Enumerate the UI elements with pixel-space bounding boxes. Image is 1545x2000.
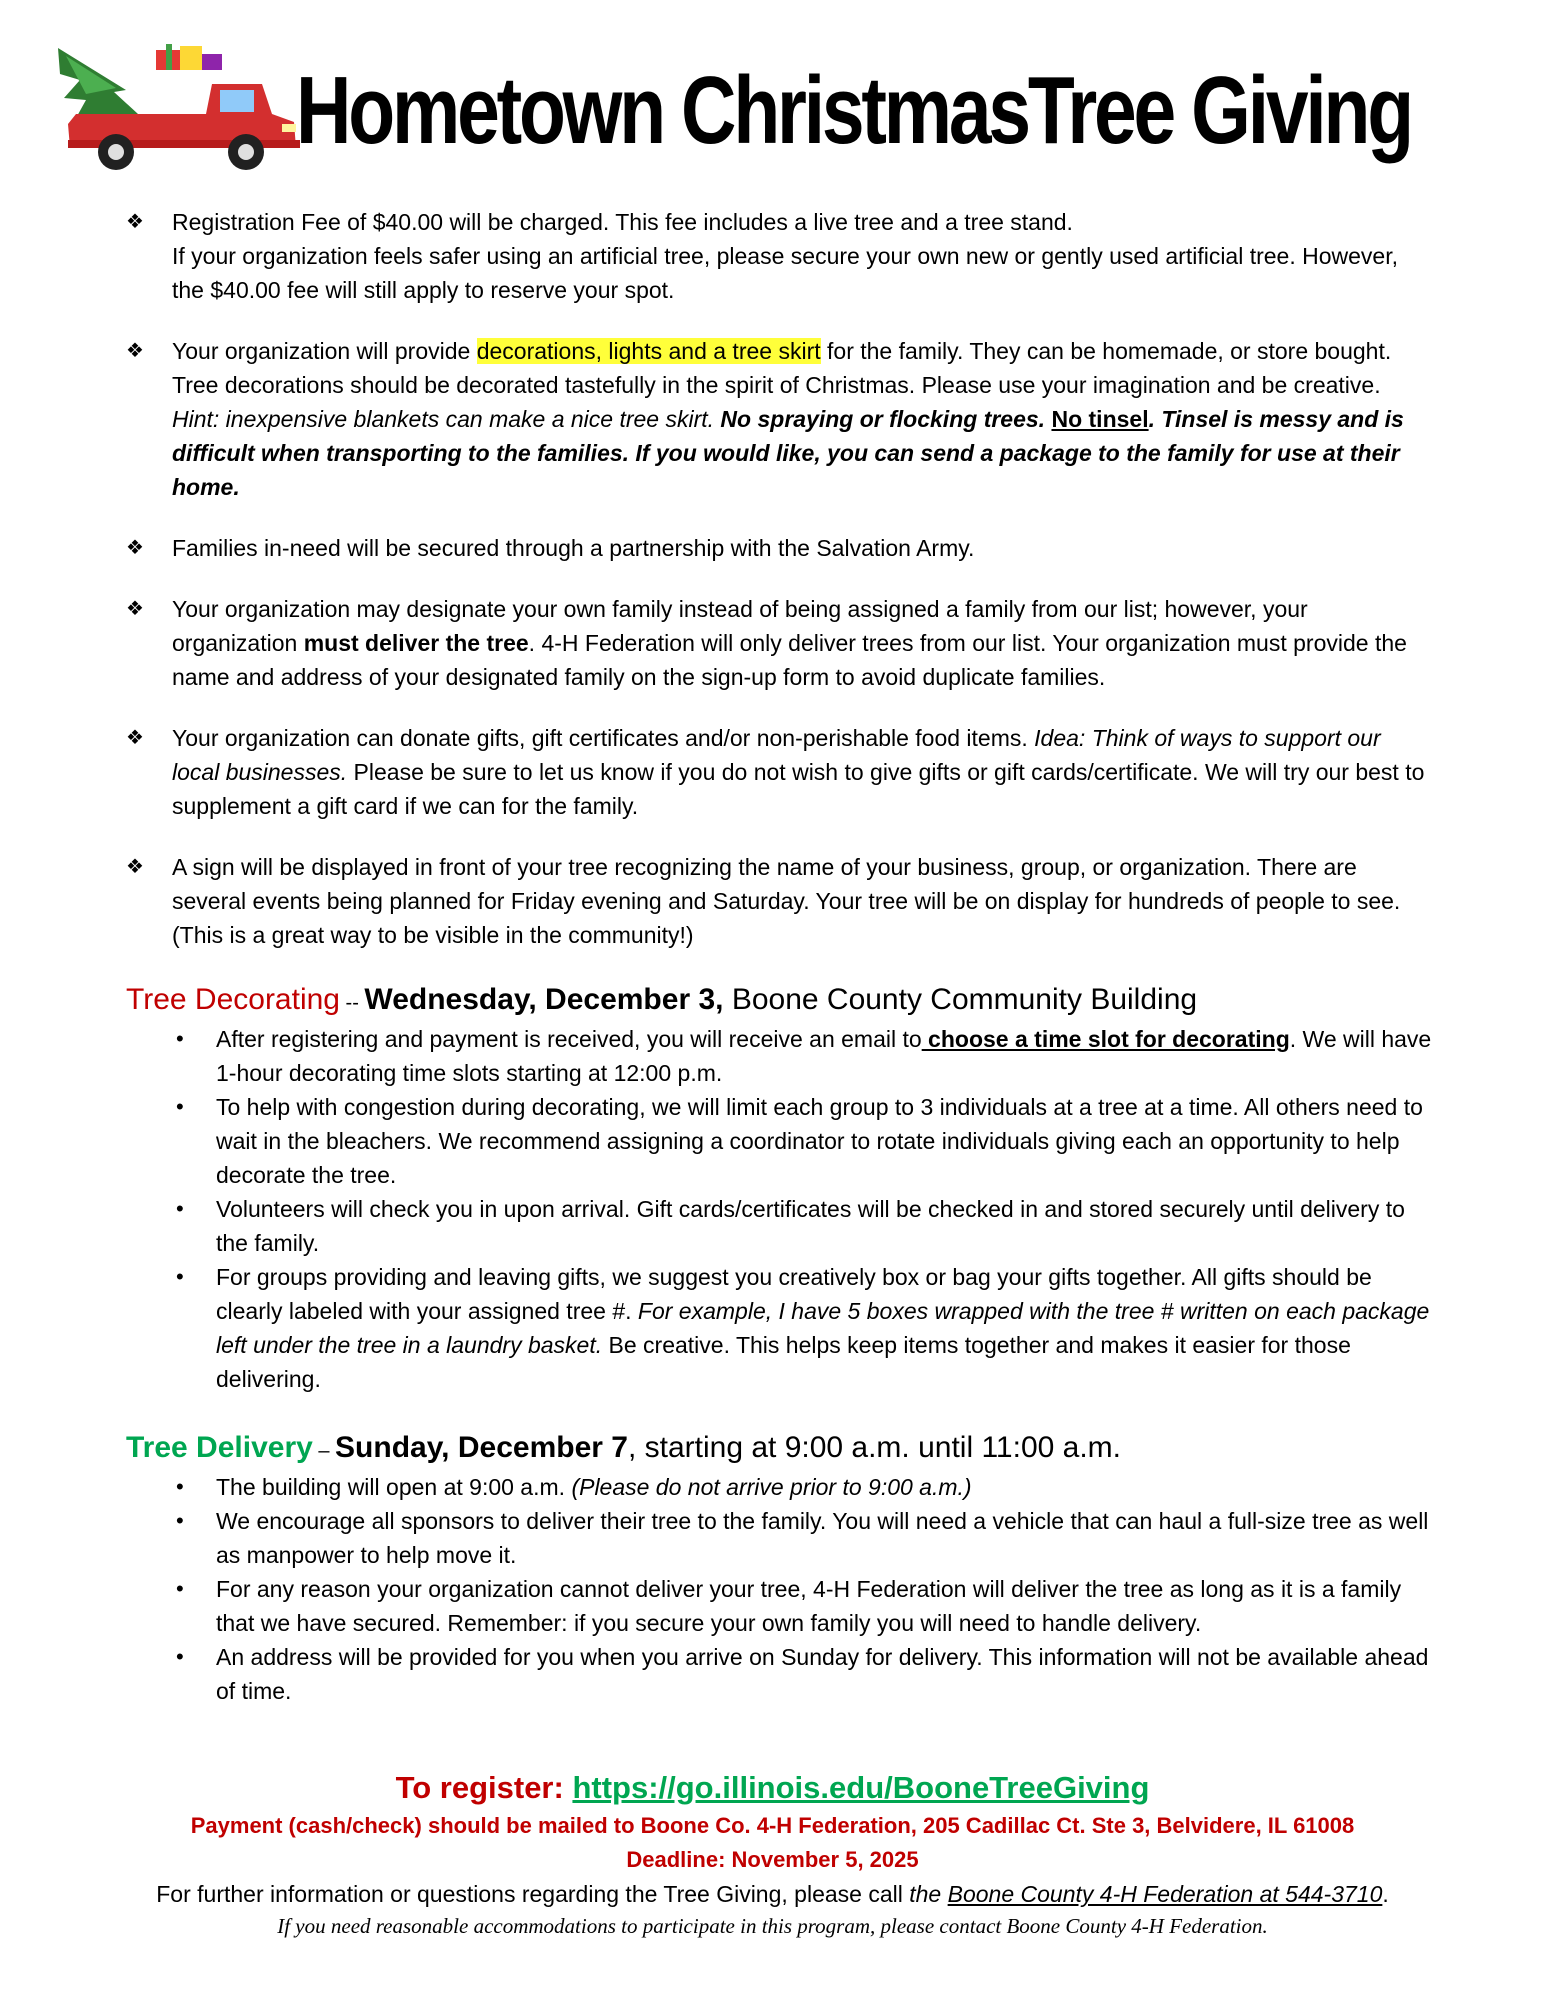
diamond-bullet-icon: ❖	[126, 340, 144, 362]
deadline-line: Deadline: November 5, 2025	[626, 1847, 919, 1872]
list-item: • An address will be provided for you when you arrive on Sunday for delivery. This information will not be available ahead of time.	[172, 1640, 1432, 1708]
bullet-dot-icon: •	[176, 1094, 184, 1119]
delivery-heading: Tree Delivery – Sunday, December 7, starting at 9:00 a.m. until 11:00 a.m.	[126, 1431, 1121, 1464]
list-item: • For any reason your organization cannot deliver your tree, 4-H Federation will deliver the tree as long as it is a family that we have secured. Remember: if you secure your own family you will need to handle delivery.	[172, 1572, 1432, 1640]
no-tinsel-text: No tinsel	[1051, 406, 1149, 432]
main-bullet-list	[126, 205, 1426, 979]
list-item: • Volunteers will check you in upon arrival. Gift cards/certificates will be checked in and stored securely until delivery to the family.	[172, 1192, 1432, 1260]
time-slot-link: choose a time slot for decorating	[921, 1026, 1290, 1052]
bullet-dot-icon: •	[176, 1644, 184, 1669]
diamond-bullet-icon: ❖	[126, 856, 144, 878]
list-item: ❖ Your organization may designate your own family instead of being assigned a family from our list; however, your organization must deliver the tree. 4-H Federation will only deliver trees from our list. Your organization must provide the name and address of your designated family on the sign-up form to avoid duplicate families.	[126, 592, 1426, 694]
list-item: • For groups providing and leaving gifts, we suggest you creatively box or bag your gifts together. All gifts should be clearly labeled with your assigned tree #. For example, I have 5 boxes wrapped with the tree # written on each package left under the tree in a laundry basket. Be creative. This helps keep items together and makes it easier for those delivering.	[172, 1260, 1432, 1396]
diamond-bullet-icon: ❖	[126, 211, 144, 233]
red-truck-christmas-tree-icon	[56, 44, 302, 176]
list-item: • We encourage all sponsors to deliver their tree to the family. You will need a vehicle that can haul a full-size tree as well as manpower to help move it.	[172, 1504, 1432, 1572]
register-line: To register: https://go.illinois.edu/BooneTreeGiving	[395, 1770, 1150, 1805]
list-item: • The building will open at 9:00 a.m. (Please do not arrive prior to 9:00 a.m.)	[172, 1470, 1432, 1504]
page-title: Hometown ChristmasTree Giving	[296, 57, 1411, 164]
bullet-dot-icon: •	[176, 1474, 184, 1499]
list-item: ❖ Registration Fee of $40.00 will be charged. This fee includes a live tree and a tree stand. If your organization feels safer using an artificial tree, please secure your own new or gently used artificial tree. However, the $40.00 fee will still apply to reserve your spot.	[126, 205, 1426, 307]
diamond-bullet-icon: ❖	[126, 598, 144, 620]
list-item: ❖ Your organization will provide decorations, lights and a tree skirt for the family. They can be homemade, or store bought. Tree decorations should be decorated tastefully in the spirit of Christmas. Please use your imagination and be creative. Hint: inexpensive blankets can make a nice tree skirt. No spraying or flocking trees. No tinsel. Tinsel is messy and is difficult when transporting to the families. If you would like, you can send a package to the family for use at their home.	[126, 334, 1426, 504]
highlighted-text: decorations, lights and a tree skirt	[476, 338, 821, 364]
register-link[interactable]: https://go.illinois.edu/BooneTreeGiving	[572, 1770, 1150, 1805]
decorating-list	[172, 1022, 1432, 1396]
contact-phone-text: Boone County 4-H Federation at 544-3710	[947, 1881, 1383, 1907]
list-item: ❖ Your organization can donate gifts, gift certificates and/or non-perishable food items. Idea: Think of ways to support our local businesses. Please be sure to let us know if you do not wish to give gifts or gift cards/certificate. We will try our best to supplement a gift card if we can for the family.	[126, 721, 1426, 823]
bullet-dot-icon: •	[176, 1576, 184, 1601]
delivery-list	[172, 1470, 1432, 1708]
payment-line: Payment (cash/check) should be mailed to Boone Co. 4-H Federation, 205 Cadillac Ct. Ste 3, Belvidere, IL 61008	[190, 1813, 1355, 1838]
bullet-dot-icon: •	[176, 1026, 184, 1051]
list-item: ❖ A sign will be displayed in front of your tree recognizing the name of your business, group, or organization. There are several events being planned for Friday evening and Saturday. Your tree will be on display for hundreds of people to see. (This is a great way to be visible in the community!)	[126, 850, 1426, 952]
info-line: For further information or questions regarding the Tree Giving, please call the Boone County 4-H Federation at 544-3710.	[156, 1881, 1389, 1907]
list-item: • After registering and payment is received, you will receive an email to choose a time slot for decorating. We will have 1-hour decorating time slots starting at 12:00 p.m.	[172, 1022, 1432, 1090]
bullet-dot-icon: •	[176, 1264, 184, 1289]
decorating-heading: Tree Decorating -- Wednesday, December 3, Boone County Community Building	[126, 983, 1198, 1016]
diamond-bullet-icon: ❖	[126, 727, 144, 749]
header	[0, 0, 1545, 195]
list-item: ❖ Families in-need will be secured through a partnership with the Salvation Army.	[126, 531, 1426, 565]
bullet-dot-icon: •	[176, 1508, 184, 1533]
bullet-dot-icon: •	[176, 1196, 184, 1221]
diamond-bullet-icon: ❖	[126, 537, 144, 559]
list-item: • To help with congestion during decorating, we will limit each group to 3 individuals at a tree at a time. All others need to wait in the bleachers. We recommend assigning a coordinator to rotate individuals giving each an opportunity to help decorate the tree.	[172, 1090, 1432, 1192]
accommodations-note: If you need reasonable accommodations to participate in this program, please contact Boone County 4-H Federation.	[277, 1914, 1268, 1938]
